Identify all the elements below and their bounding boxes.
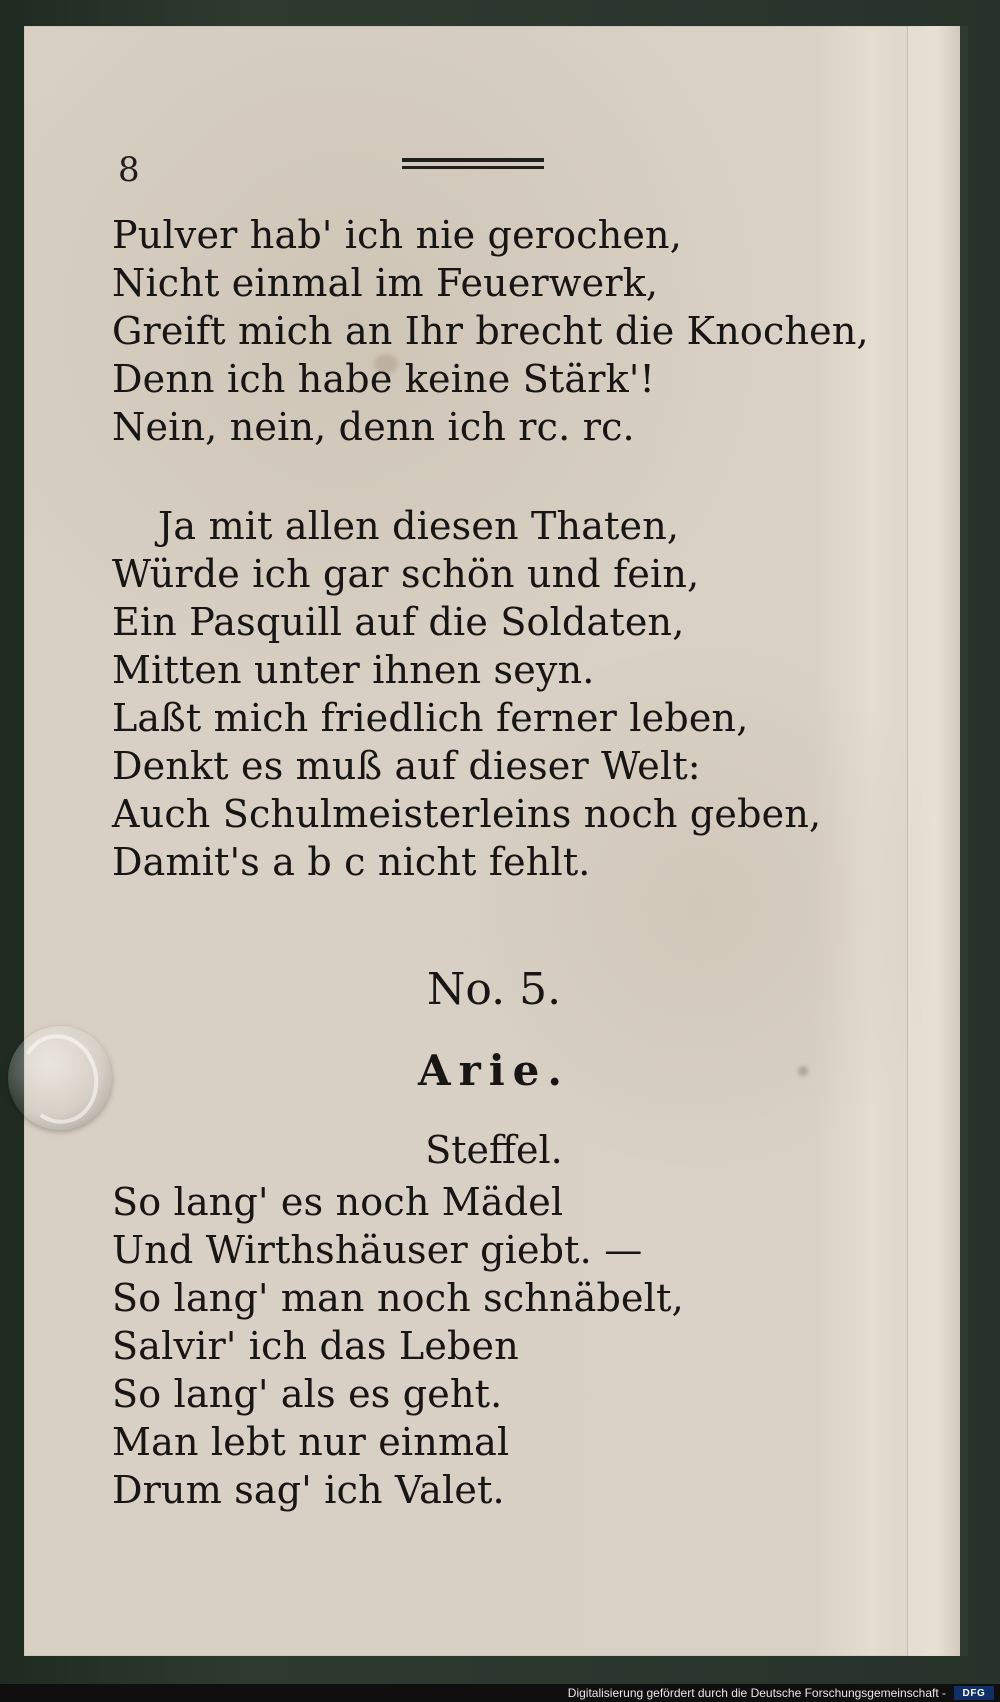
dfg-logo: DFG [954, 1686, 994, 1700]
poem-line: Salvir' ich das Leben [112, 1324, 519, 1368]
poem-line: Und Wirthshäuser giebt. — [112, 1228, 643, 1272]
speaker-name: Steffel. [425, 1128, 563, 1172]
footer-bar [0, 1684, 1000, 1702]
poem-line: Damit's a b c nicht fehlt. [112, 840, 591, 884]
poem-line: Würde ich gar schön und fein, [112, 552, 700, 596]
poem-line: Denn ich habe keine Stärk'! [112, 357, 655, 401]
poem-line: Nein, nein, denn ich rc. rc. [112, 405, 635, 449]
page-edge [907, 26, 964, 1656]
poem-line: Man lebt nur einmal [112, 1420, 510, 1464]
poem-line: Nicht einmal im Feuerwerk, [112, 261, 659, 305]
poem-line: So lang' es noch Mädel [112, 1180, 564, 1224]
funding-note: Digitalisierung gefördert durch die Deutsche Forschungsgemeinschaft - [567, 1686, 946, 1700]
poem-line: Pulver hab' ich nie gerochen, [112, 213, 683, 257]
stanza-three [112, 1178, 832, 1514]
section-number: No. 5. [426, 964, 562, 1015]
poem-line: So lang' man noch schnäbelt, [112, 1276, 684, 1320]
stanza-one [112, 211, 869, 451]
poem-line: Ein Pasquill auf die Soldaten, [112, 600, 685, 644]
book-page [24, 26, 964, 1656]
poem-line: Laßt mich friedlich ferner leben, [112, 696, 749, 740]
stanza-two [112, 502, 832, 886]
poem-line: So lang' als es geht. [112, 1372, 503, 1416]
poem-line: Drum sag' ich Valet. [112, 1468, 505, 1512]
top-rule [402, 158, 544, 170]
page-number: 8 [118, 150, 140, 190]
poem-line: Auch Schulmeisterleins noch geben, [112, 792, 822, 836]
poem-line: Greift mich an Ihr brecht die Knochen, [112, 309, 869, 353]
section-title: Arie. [417, 1046, 570, 1095]
poem-line: Ja mit allen diesen Thaten, [158, 504, 680, 548]
page-gutter [960, 26, 968, 1656]
poem-line: Mitten unter ihnen seyn. [112, 648, 595, 692]
poem-line: Denkt es muß auf dieser Welt: [112, 744, 701, 788]
